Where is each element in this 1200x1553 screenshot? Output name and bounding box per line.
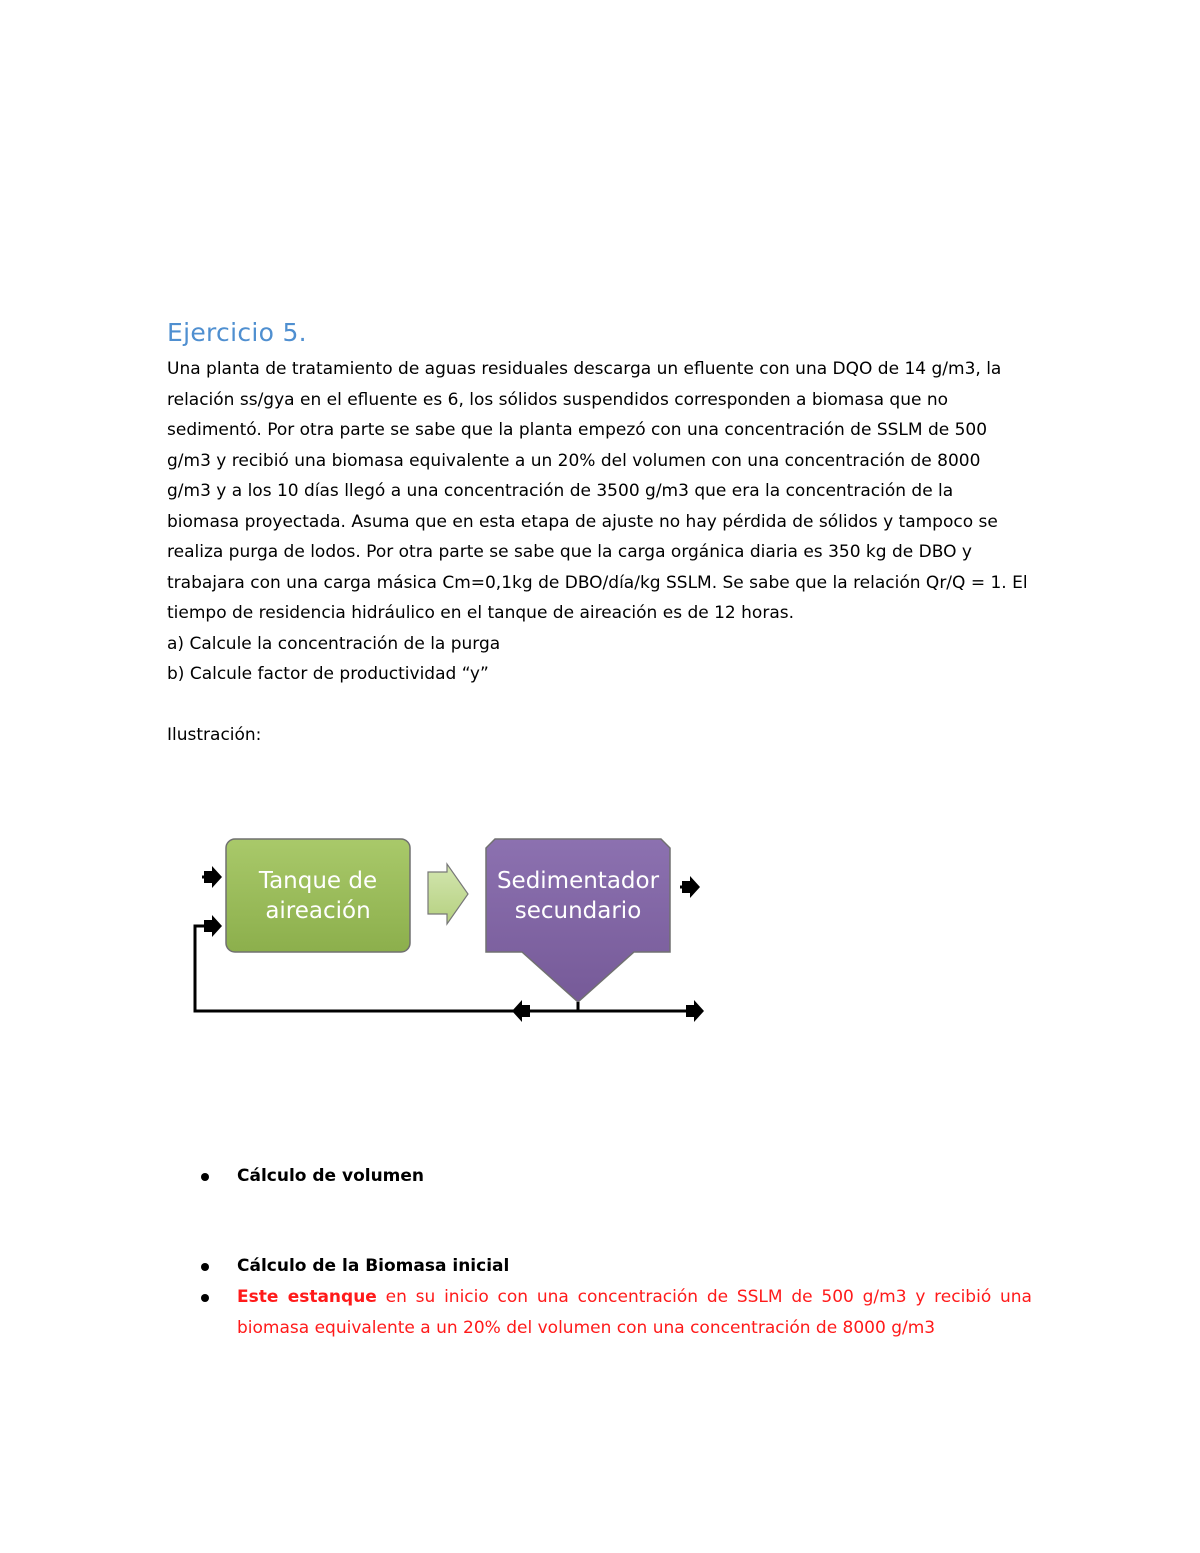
paragraph-line: tiempo de residencia hidráulico en el tanque de aireación es de 12 horas.: [167, 603, 794, 623]
aeration-tank-box: [226, 839, 410, 952]
question-a: a) Calcule la concentración de la purga: [167, 633, 501, 654]
illustration-label: Ilustración:: [167, 725, 262, 745]
clarifier-label-line1: Sedimentador: [496, 868, 660, 894]
paragraph-line: sedimentó. Por otra parte se sabe que la planta empezó con una concentración de SSLM de 500: [167, 420, 988, 440]
recycle-arrow-icon: [512, 1000, 530, 1022]
aeration-tank-label-line2: aireación: [265, 898, 371, 924]
recycle-inlet-arrow-icon: [204, 915, 222, 937]
bullet-dot-icon: [201, 1294, 209, 1302]
step-initial-biomass: Cálculo de la Biomasa inicial: [237, 1256, 510, 1276]
paragraph-line: relación ss/gya en el efluente es 6, los sólidos suspendidos corresponden a biomasa que no: [167, 389, 949, 410]
clarifier-label-line2: secundario: [514, 898, 642, 924]
purge-arrow-icon: [686, 1000, 704, 1022]
step-volume: Cálculo de volumen: [237, 1166, 425, 1186]
effluent-arrow-icon: [682, 876, 700, 898]
question-b: b) Calcule factor de productividad “y”: [167, 664, 489, 684]
bullet-dot-icon: [201, 1263, 209, 1271]
list-item: [200, 1251, 1032, 1282]
exercise-heading: Ejercicio 5.: [167, 318, 307, 347]
influent-arrow-icon: [204, 866, 222, 888]
paragraph-line: Una planta de tratamiento de aguas residuales descarga un efluente con una DQO de 14 g/m3, la: [167, 359, 1002, 379]
paragraph-line: biomasa proyectada. Asuma que en esta etapa de ajuste no hay pérdida de sólidos y tampoco se: [167, 511, 998, 532]
connector-arrow-icon: [428, 864, 468, 924]
note-text: en su inicio con una concentración de SSLM de 500 g/m3 y recibió una biomasa equivalente a un 20% del volumen con una concentración de 8000 g/m3: [237, 1287, 1032, 1338]
list-item: [200, 1282, 1032, 1343]
aeration-tank-label-line1: Tanque de: [258, 868, 378, 894]
step-note: [237, 1282, 1032, 1343]
paragraph-line: realiza purga de lodos. Por otra parte se sabe que la carga orgánica diaria es 350 kg de DBO y: [167, 542, 972, 562]
note-emphasis: Este estanque: [237, 1287, 377, 1307]
bullet-dot-icon: [201, 1173, 209, 1181]
paragraph-line: trabajara con una carga másica Cm=0,1kg de DBO/día/kg SSLM. Se sabe que la relación Qr/Q = 1. El: [167, 572, 1028, 593]
paragraph-line: g/m3 y recibió una biomasa equivalente a un 20% del volumen con una concentración de 8000: [167, 450, 981, 471]
paragraph-line: g/m3 y a los 10 días llegó a una concentración de 3500 g/m3 que era la concentración de la: [167, 481, 954, 501]
list-item: [200, 1161, 1032, 1192]
